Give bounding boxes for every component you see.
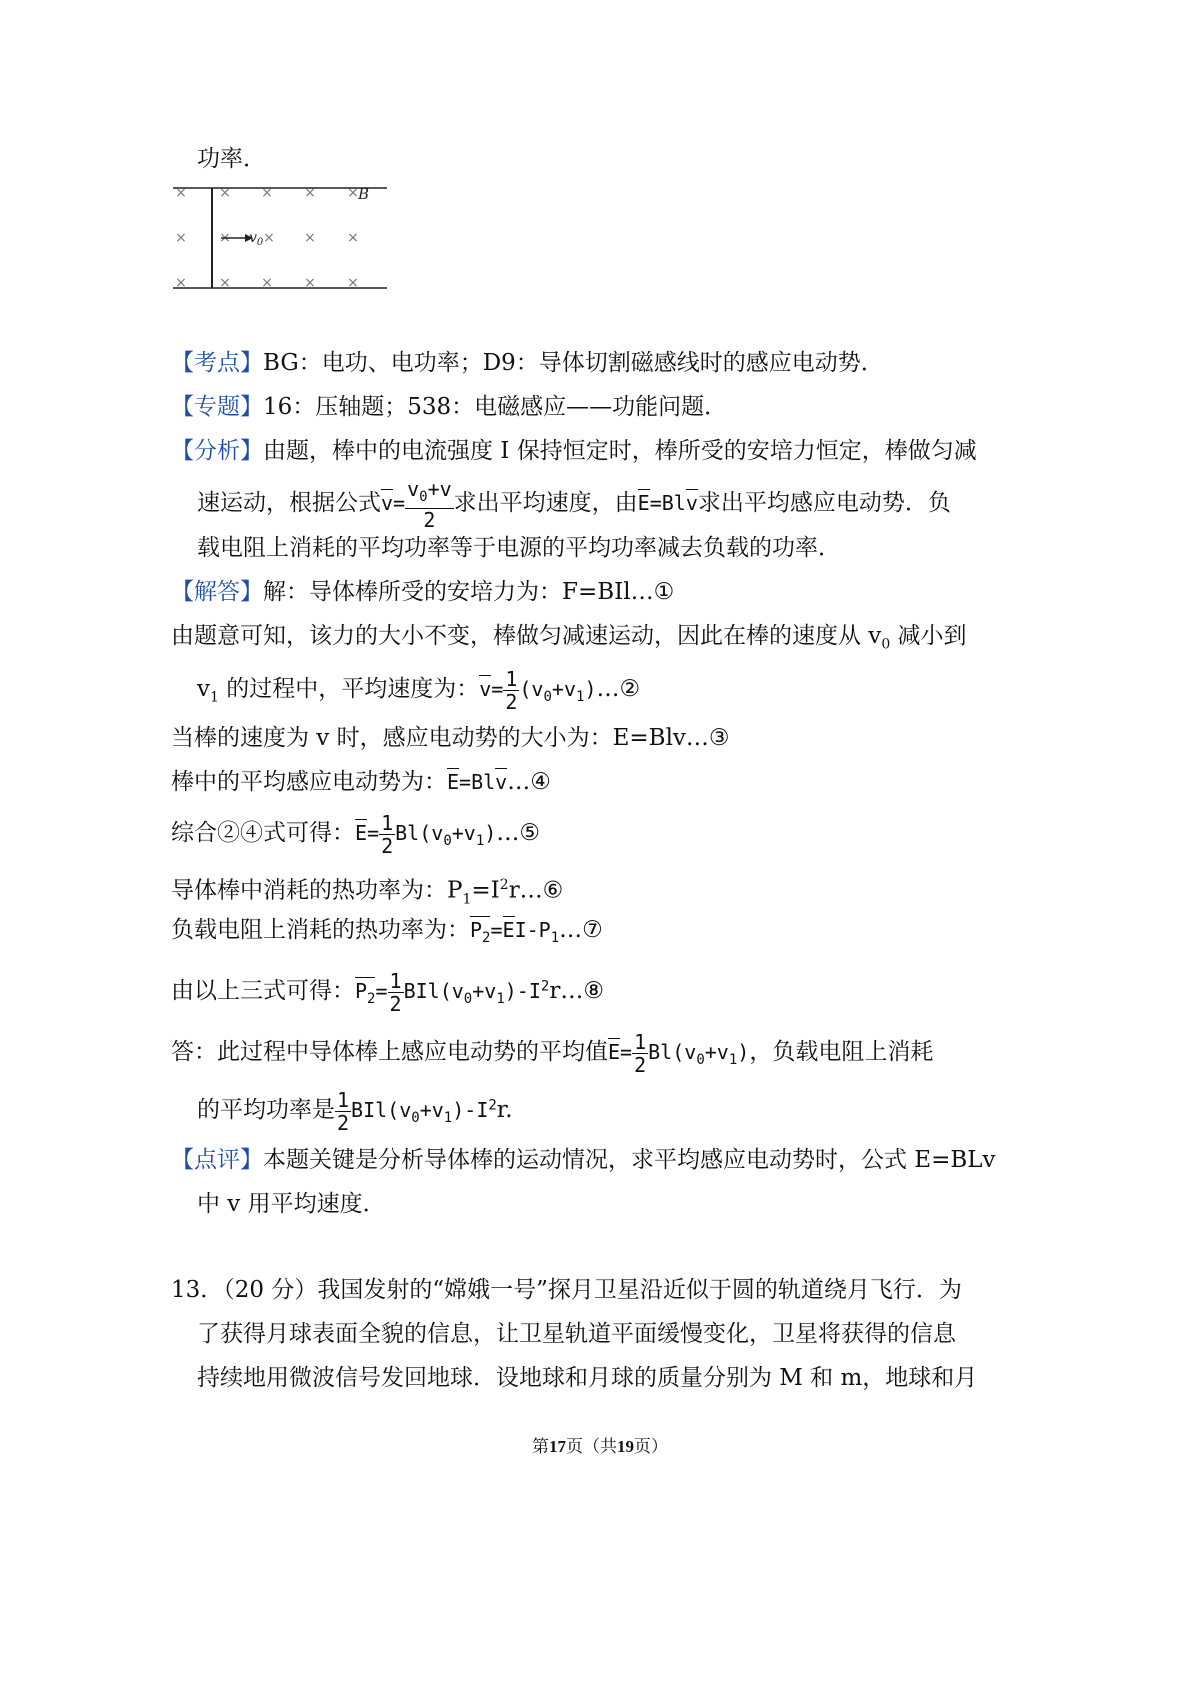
dianping-tag: 【点评】	[171, 1147, 263, 1173]
field-label-b: B	[358, 185, 370, 203]
field-cross-icon: ×	[304, 275, 316, 291]
page-footer: 第17页（共19页）	[532, 1437, 668, 1457]
field-cross-icon: ×	[175, 275, 187, 291]
jieda-line-1: 【解答】解：导体棒所受的安培力为：F=BIl…①	[171, 579, 675, 605]
dianping-line-1: 【点评】本题关键是分析导体棒的运动情况，求平均感应电动势时，公式 E=BLv	[171, 1147, 996, 1173]
page-total: 19	[617, 1437, 634, 1456]
jieda-line-3: $v_1$ 的过程中，平均速度为：v= $\frac{1}{2}$ $(v_0+v_1)\dots ②$	[197, 667, 641, 714]
zhuanti-line: 【专题】16：压轴题；538：电磁感应——功能问题．	[171, 394, 728, 420]
dianping-line-2: 中 v 用平均速度．	[197, 1191, 386, 1217]
field-cross-icon: ×	[347, 185, 359, 201]
fenxi-line-3: 载电阻上消耗的平均功率等于电源的平均功率减去负载的功率．	[197, 535, 841, 561]
jieda-line-7: 导体棒中消耗的热功率为：$P_1=I^2r\dots ⑥$	[171, 877, 564, 908]
q13-line-1: 13．（20 分）我国发射的“嫦娥一号”探月卫星沿近似于圆的轨道绕月飞行．为	[171, 1277, 962, 1303]
field-cross-icon: ×	[219, 275, 231, 291]
field-cross-icon: ×	[219, 230, 231, 246]
page-number: 17	[549, 1437, 566, 1456]
magnetic-field-figure	[165, 178, 395, 296]
field-cross-icon: ×	[347, 275, 359, 291]
formula-answer-power: $\frac{1}{2}$ $BIl(v_0+v_1)-I^2$	[337, 1088, 497, 1135]
field-cross-icon: ×	[175, 230, 187, 246]
q13-line-2: 了获得月球表面全貌的信息，让卫星轨道平面缓慢变化，卫星将获得的信息	[197, 1321, 956, 1347]
formula-7: $P_2=EI-P_1$	[470, 918, 560, 946]
continued-text: 功率．	[197, 146, 266, 172]
jieda-line-8: 负载电阻上消耗的热功率为：$P_2=EI-P_1\dots ⑦$	[171, 917, 603, 946]
jieda-tag: 【解答】	[171, 579, 263, 605]
jieda-line-6: 综合②④式可得：E= $\frac{1}{2}$ $Bl(v_0+v_1)\dots ⑤$	[171, 811, 540, 858]
field-cross-icon: ×	[304, 185, 316, 201]
formula-5: E= $\frac{1}{2}$ $Bl(v_0+v_1)$	[355, 811, 497, 858]
field-cross-icon: ×	[263, 230, 275, 246]
formula-4: E=Blv	[447, 770, 508, 794]
jieda-line-2: 由题意可知，该力的大小不变，棒做匀减速运动，因此在棒的速度从 $v_0$ 减小到	[171, 623, 967, 653]
field-cross-icon: ×	[261, 275, 273, 291]
q13-line-3: 持续地用微波信号发回地球．设地球和月球的质量分别为 M 和 m，地球和月	[197, 1365, 978, 1391]
kaodian-tag: 【考点】	[171, 350, 263, 376]
jieda-line-11: 的平均功率是 $\frac{1}{2}$ $BIl(v_0+v_1)-I^2r$.	[197, 1088, 513, 1135]
zhuanti-tag: 【专题】	[171, 394, 263, 420]
velocity-label: v	[249, 230, 257, 246]
jieda-line-10: 答：此过程中导体棒上感应电动势的平均值E= $\frac{1}{2}$ $Bl(v_0+v_1)$，负载电阻上消耗	[171, 1030, 934, 1077]
fenxi-tag: 【分析】	[171, 438, 263, 464]
jieda-line-4: 当棒的速度为 v 时，感应电动势的大小为：E=Blv…③	[171, 725, 730, 751]
jieda-line-9: 由以上三式可得：$P_2=$ $\frac{1}{2}$ $BIl(v_0+v_1)-I^2r\dots ⑧$	[171, 969, 604, 1016]
formula-mean-emf: E=Blv	[637, 491, 698, 515]
field-cross-icon: ×	[219, 185, 231, 201]
formula-8: $P_2=$ $\frac{1}{2}$ $BIl(v_0+v_1)-I^2$	[355, 969, 550, 1016]
field-cross-icon: ×	[347, 230, 359, 246]
formula-2: v= $\frac{1}{2}$ $(v_0+v_1)$	[479, 667, 597, 714]
fenxi-line-1: 【分析】由题，棒中的电流强度 I 保持恒定时，棒所受的安培力恒定，棒做匀减	[171, 438, 977, 464]
kaodian-line: 【考点】BG：电功、电功率；D9：导体切割磁感线时的感应电动势．	[171, 350, 884, 376]
svg-text:v0: $v_0$	[249, 230, 264, 248]
fenxi-line-2: 速运动，根据公式v= $\frac{v_0+v}{2}$ 求出平均速度，由E=Blv求出平均感应电动势．负	[197, 477, 951, 532]
field-cross-icon: ×	[175, 185, 187, 201]
jieda-line-5: 棒中的平均感应电动势为：E=Blv…④	[171, 769, 551, 795]
field-cross-icon: ×	[261, 185, 273, 201]
field-cross-icon: ×	[304, 230, 316, 246]
formula-mean-velocity: v= $\frac{v_0+v}{2}$	[381, 477, 452, 532]
formula-answer-emf: E= $\frac{1}{2}$ $Bl(v_0+v_1)$	[608, 1030, 750, 1077]
